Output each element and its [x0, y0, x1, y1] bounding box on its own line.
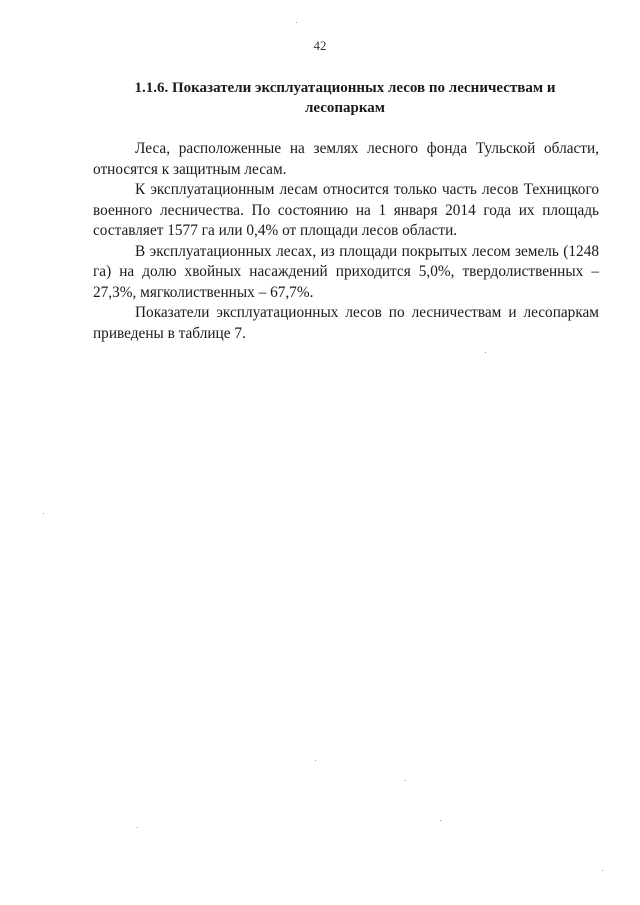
scan-speck	[315, 760, 316, 761]
paragraph-species-composition: В эксплуатационных лесах, из площади покрытых лесом земель (1248 га) на долю хвойных насаждений приходится 5,0%, твердолиственных – 27,3%, мягколиственных – 67,7%.	[93, 242, 599, 301]
section-heading	[110, 78, 580, 118]
paragraph-table-reference: Показатели эксплуатационных лесов по лесничествам и лесопаркам приведены в таблице 7.	[93, 304, 599, 342]
scan-speck	[405, 780, 406, 781]
scan-speck	[296, 22, 297, 23]
scan-speck	[602, 870, 603, 871]
scan-speck	[440, 820, 441, 821]
scan-speck	[485, 352, 486, 353]
page-number: 42	[313, 38, 327, 53]
section-heading-line-1: 1.1.6. Показатели эксплуатационных лесов по лесничествам и	[134, 80, 556, 96]
scan-speck	[43, 513, 44, 514]
paragraph-exploitation-area: К эксплуатационным лесам относится только часть лесов Техницкого военного лесничества. По состоянию на 1 января 2014 года их площадь составляет 1577 га или 0,4% от площади лесов области.	[93, 181, 599, 239]
section-heading-line-2: лесопаркам	[304, 100, 386, 116]
scan-speck	[137, 827, 138, 828]
paragraph-protective-forests: Леса, расположенные на землях лесного фонда Тульской области, относятся к защитным лесам.	[93, 140, 599, 178]
body-text	[93, 139, 599, 344]
